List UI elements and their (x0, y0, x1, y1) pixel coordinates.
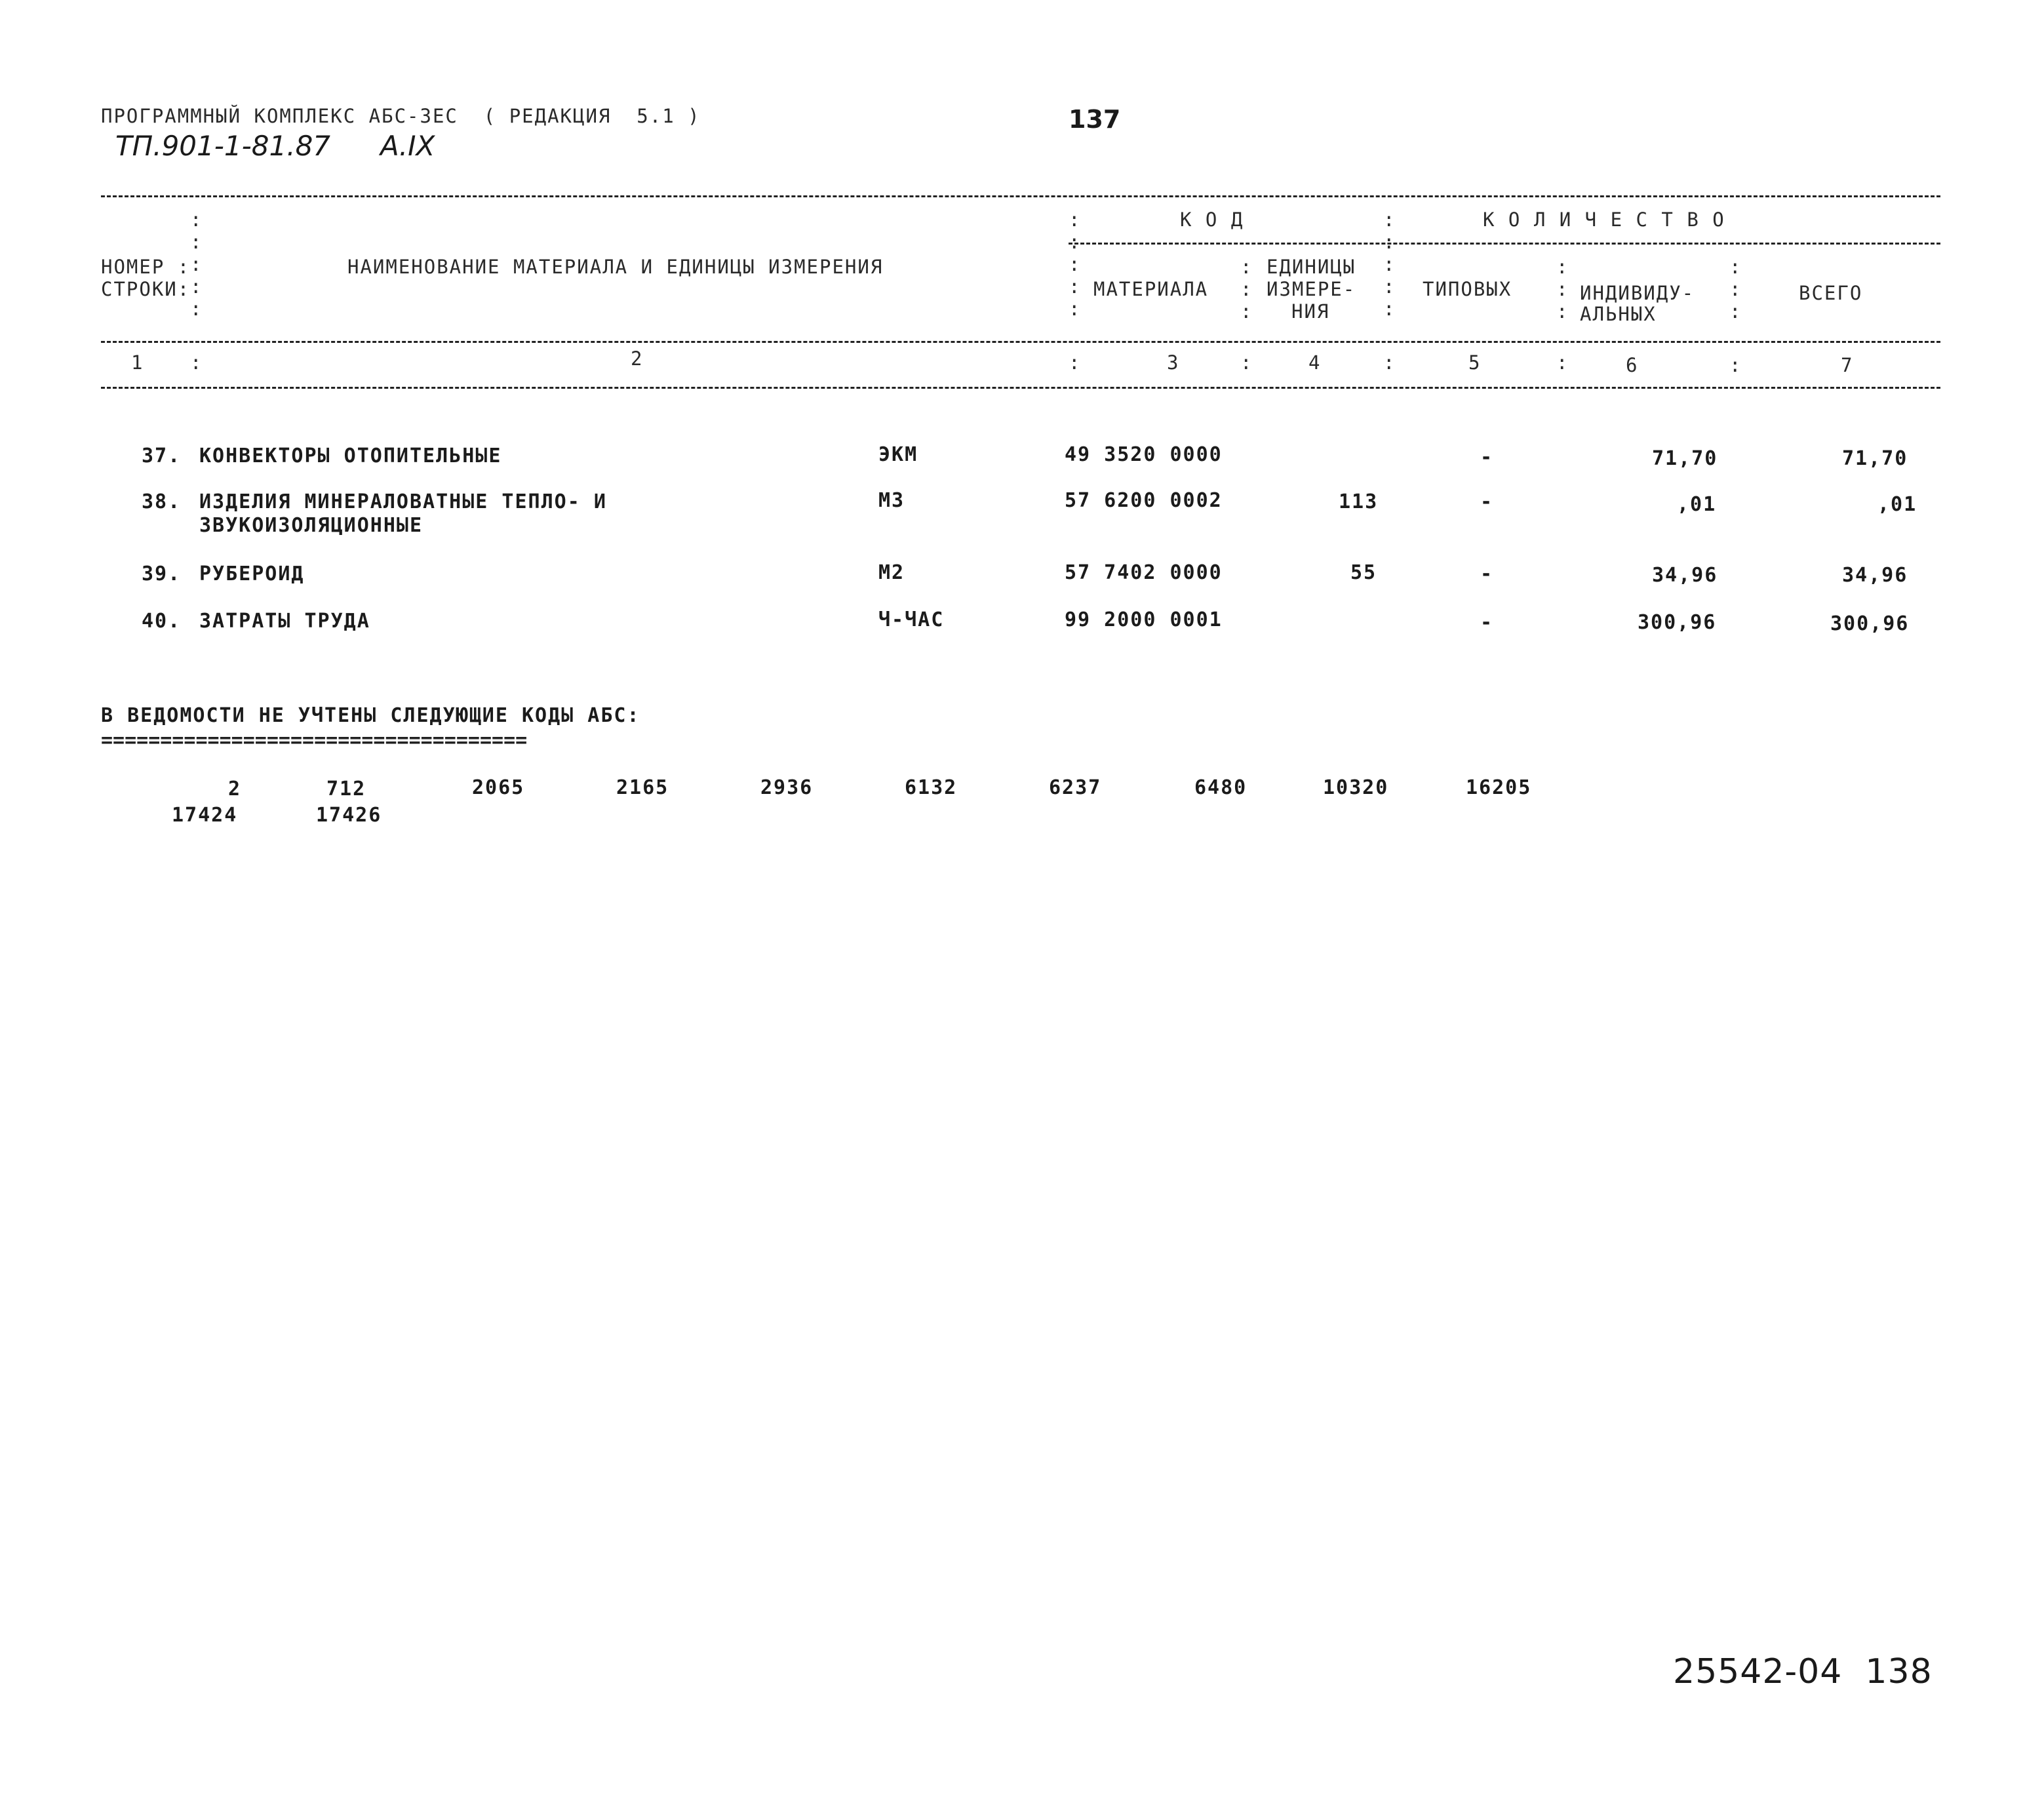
row-code: 57 7402 0000 (1065, 561, 1223, 584)
col-rowno-label-1: НОМЕР : (101, 256, 191, 278)
col-individual-label-1: ИНДИВИДУ- (1580, 282, 1695, 304)
col-number-rule (101, 387, 1940, 389)
row-code: 57 6200 0002 (1065, 489, 1223, 512)
row-individual: 34,96 (1652, 564, 1718, 587)
code-item: 2 (228, 778, 242, 800)
header-separators: : : : : : (190, 208, 203, 320)
col-number: 3 (1167, 351, 1180, 374)
code-item: 6237 (1049, 776, 1102, 799)
col-number: 4 (1308, 351, 1322, 374)
row-individual: 71,70 (1652, 447, 1718, 470)
row-number: 38. (142, 490, 182, 513)
header-separators: : : : (1556, 256, 1569, 323)
kod-group-label: К О Д (1180, 208, 1244, 231)
row-unit: М2 (878, 561, 905, 584)
row-name: РУБЕРОИД (199, 563, 305, 585)
row-name-continued: ЗВУКОИЗОЛЯЦИОННЫЕ (199, 514, 423, 537)
page-number: 137 (1069, 105, 1121, 134)
col-material-label: МАТЕРИАЛА (1093, 278, 1209, 300)
row-total: ,01 (1877, 493, 1917, 516)
album-number: А.IX (380, 130, 435, 162)
code-item: 10320 (1323, 776, 1389, 799)
col-unit-label-1: ЕДИНИЦЫ (1267, 256, 1356, 278)
row-unit: Ч-ЧАС (878, 608, 945, 631)
row-code: 99 2000 0001 (1065, 608, 1223, 631)
col-number-separators: : (1729, 354, 1742, 376)
note-title: В ВЕДОМОСТИ НЕ УЧТЕНЫ СЛЕДУЮЩИЕ КОДЫ АБС: (101, 704, 640, 727)
note-underline: ==================================== (101, 729, 528, 752)
col-number-separators: : (1069, 351, 1082, 374)
program-header: ПРОГРАММНЫЙ КОМПЛЕКС АБС-3ЕС ( РЕДАКЦИЯ 5.1 ) (101, 105, 701, 127)
row-unit: ЭКМ (878, 443, 918, 466)
code-item: 2065 (472, 776, 525, 799)
code-item: 17426 (316, 804, 382, 827)
code-item: 6480 (1194, 776, 1248, 799)
col-unit-label-3: НИЯ (1291, 300, 1330, 323)
row-unit: М3 (878, 489, 905, 512)
row-total: 34,96 (1842, 564, 1908, 587)
code-item: 2165 (616, 776, 669, 799)
handwritten-sheet-number: 25542-04 138 (1673, 1652, 1933, 1691)
row-individual: ,01 (1677, 493, 1717, 516)
row-total: 71,70 (1842, 447, 1908, 470)
row-number: 37. (142, 444, 182, 467)
header-separators: : : : : : (1383, 208, 1396, 320)
row-typical: - (1480, 446, 1494, 469)
row-total: 300,96 (1830, 612, 1910, 635)
project-code: ТП.901-1-81.87 (115, 130, 331, 162)
col-number: 6 (1626, 354, 1639, 376)
code-item: 16205 (1466, 776, 1532, 799)
code-item: 6132 (905, 776, 958, 799)
col-typical-label: ТИПОВЫХ (1423, 278, 1512, 300)
row-typical: - (1480, 563, 1494, 585)
col-rowno-label-2: СТРОКИ: (101, 278, 191, 300)
header-bottom-rule (101, 341, 1940, 343)
header-separators: : : : (1729, 256, 1742, 323)
code-item: 712 (326, 778, 366, 800)
col-number: 7 (1841, 354, 1854, 376)
row-unit-code: 55 (1350, 561, 1377, 584)
col-number-separators: : (1556, 351, 1569, 374)
code-item: 17424 (172, 804, 238, 827)
col-number: 5 (1468, 351, 1482, 374)
header-separators: : : : : : (1069, 208, 1082, 320)
col-number-separators: : (1383, 351, 1396, 374)
row-number: 40. (142, 610, 182, 633)
row-unit-code: 113 (1339, 490, 1379, 513)
col-number: 1 (131, 351, 144, 374)
code-item: 2936 (760, 776, 814, 799)
col-total-label: ВСЕГО (1799, 282, 1863, 304)
col-number: 2 (631, 347, 644, 370)
col-number-separators: : (190, 351, 203, 374)
row-name: ЗАТРАТЫ ТРУДА (199, 610, 370, 633)
row-individual: 300,96 (1638, 611, 1717, 634)
col-individual-label-2: АЛЬНЫХ (1580, 303, 1657, 325)
row-name: ИЗДЕЛИЯ МИНЕРАЛОВАТНЫЕ ТЕПЛО- И (199, 490, 607, 513)
header-separators: : : : (1240, 256, 1253, 323)
col-name-label: НАИМЕНОВАНИЕ МАТЕРИАЛА И ЕДИНИЦЫ ИЗМЕРЕНИЯ (347, 256, 884, 278)
row-number: 39. (142, 563, 182, 585)
table-top-rule (101, 195, 1940, 197)
row-code: 49 3520 0000 (1065, 443, 1223, 466)
kod-group-rule (1069, 243, 1940, 245)
col-number-separators: : (1240, 351, 1253, 374)
col-unit-label-2: ИЗМЕРЕ- (1267, 278, 1356, 300)
row-name: КОНВЕКТОРЫ ОТОПИТЕЛЬНЫЕ (199, 444, 502, 467)
kol-group-label: К О Л И Ч Е С Т В О (1483, 208, 1725, 231)
row-typical: - (1480, 611, 1494, 634)
row-typical: - (1480, 490, 1494, 513)
